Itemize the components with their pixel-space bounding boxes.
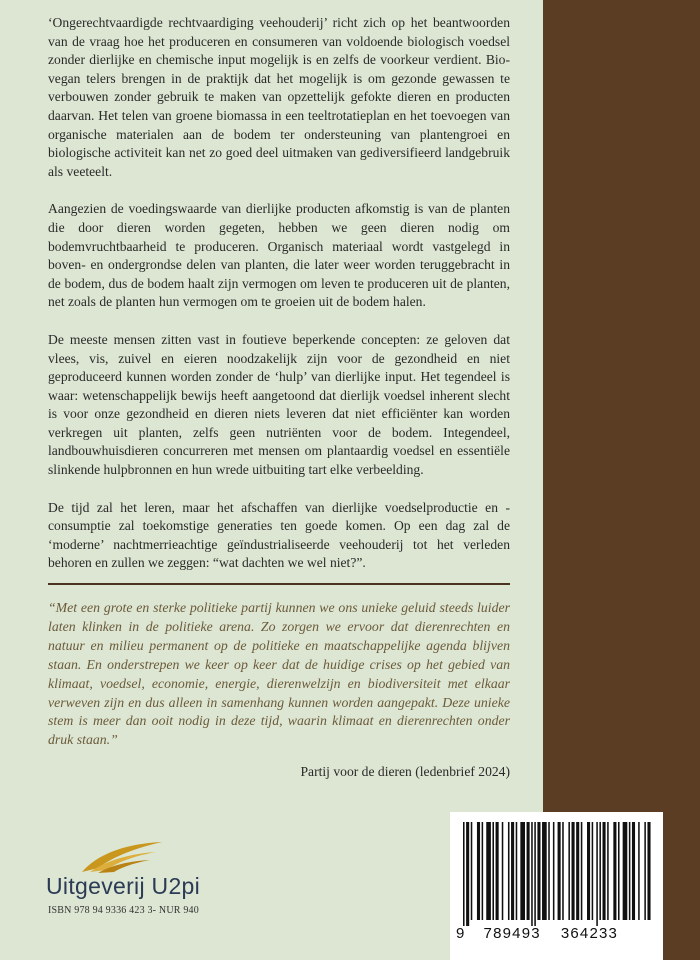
barcode-bar: [632, 822, 635, 920]
barcode-bar: [477, 822, 480, 920]
barcode-bar: [471, 822, 473, 920]
barcode-bar: [502, 822, 504, 920]
barcode-bar: [486, 822, 491, 920]
barcode-panel: [450, 812, 663, 960]
publisher-name: Uitgeverij U2pi: [46, 873, 201, 899]
isbn-line: ISBN 978 94 9336 423 3- NUR 940: [48, 905, 199, 916]
barcode-bar: [572, 822, 575, 920]
barcode-bar: [592, 822, 594, 920]
back-cover-text: [48, 14, 510, 780]
barcode-bar: [492, 822, 494, 920]
barcode-bar: [644, 822, 646, 920]
barcode-bar: [618, 822, 620, 920]
barcode-lead-digit: 9: [456, 925, 466, 942]
barcode-bar: [562, 822, 564, 920]
barcode: [459, 822, 655, 926]
barcode-bar: [537, 822, 540, 920]
barcode-bar: [508, 822, 510, 920]
barcode-bar: [607, 822, 609, 920]
barcode-bar: [516, 822, 518, 920]
barcode-bar: [623, 822, 628, 920]
barcode-bar: [576, 822, 579, 920]
barcode-number: [456, 925, 656, 942]
barcode-bar: [613, 822, 616, 920]
barcode-bar: [542, 822, 547, 920]
quote-attribution: Partij voor de dieren (ledenbrief 2024): [300, 764, 510, 780]
barcode-bar: [558, 822, 561, 920]
barcode-bar: [520, 822, 525, 920]
barcode-bar: [596, 822, 598, 926]
barcode-bar: [531, 822, 533, 926]
divider-rule: [48, 583, 510, 585]
paragraph-3: De meeste mensen zitten vast in foutieve beperkende concepten: ze geloven dat vlees, vis, zuivel en eieren noodzakelijk zijn voor de gezondheid en niet geproduceerd kunnen worden zonder de ‘hulp’ van dierlijke input. Het tegendeel is waar: wetenschappelijk bewijs heeft aangetoond dat dierlijk voedsel inherent slecht is voor onze gezondheid en dieren niets leveren dat niet efficiënter kan worden verkregen uit planten, zelfs geen nutriënten voor de bodem. Integendeel, landbouwhuisdieren concurreren met mensen om plantaardig voedsel en essentiële slinkende hulpbronnen en hun wrede uitbuiting tart elke verbeelding.: [48, 331, 510, 478]
barcode-bar: [548, 822, 550, 920]
barcode-bar: [603, 822, 606, 920]
barcode-bar: [599, 822, 601, 920]
barcode-bar: [527, 822, 530, 920]
barcode-bar: [568, 822, 570, 920]
barcode-bar: [638, 822, 640, 920]
paragraph-4: De tijd zal het leren, maar het afschaffen van dierlijke voedselproductie en -consumptie zal toekomstige generaties ten goede komen. Op een dag zal de ‘moderne’ nachtmerrieachtige geïndustrialiseerde veehouderij tot het verleden behoren en zullen we zeggen: “wat dachten we wel niet?”.: [48, 499, 510, 571]
barcode-bar: [511, 822, 514, 920]
paragraph-1: ‘Ongerechtvaardigde rechtvaardiging veehouderij’ richt zich op het beantwoorden van de vraag hoe het produceren en consumeren van voldoende biologisch voedsel zonder dierlijke en chemische input mogelijk is en zelfs de voorkeur verdient. Bio-vegan telers brengen in de praktijk dat het mogelijk is om gezonde gewassen te verbouwen zonder gebruik te maken van opzettelijk gefokte dieren en producten daarvan. Het telen van groene biomassa in een teeltrotatieplan en het toevoegen van organische materialen aan de bodem ter ondersteuning van plantengroei en biologische activiteit kan net zo goed deel uitmaken van gediversifieerd landgebruik als veeteelt.: [48, 15, 510, 179]
quote-text: “Met een grote en sterke politieke partij kunnen we ons unieke geluid steeds luider laten klinken in de politieke arena. Zo zorgen we ervoor dat dierenrechten en natuur en milieu permanent op de politieke en maatschappelijke agenda blijven staan. En onderstrepen we keer op keer dat de huidige crises op het gebied van klimaat, voedsel, economie, energie, dierenwelzijn en biodiversiteit met elkaar verweven zijn en dus alleen in samenhang kunnen worden aangepakt. Deze unieke stem is meer dan ooit nodig in deze tijd, waarin klimaat en dierenrechten onder druk staan.”: [48, 600, 510, 748]
barcode-bar: [629, 822, 631, 920]
barcode-bar: [534, 822, 536, 926]
barcode-group-1: 789493: [483, 925, 541, 942]
paragraph-2: Aangezien de voedingswaarde van dierlijke producten afkomstig is van de planten die door dieren worden gegeten, hebben we geen dieren nodig om bodemvruchtbaarheid te produceren. Organisch materiaal wordt vastgelegd in boven- en ondergrondse delen van planten, die later weer worden teruggebracht in de bodem, dus de bodem haalt zijn vermogen om leven te produceren uit de planten, net zoals de planten hun vermogen om te groeien uit de bodem halen.: [48, 201, 510, 310]
barcode-bar: [587, 822, 590, 920]
barcode-bar: [647, 822, 650, 920]
barcode-bar: [553, 822, 555, 920]
barcode-bar: [482, 822, 484, 920]
wing-swoosh-icon: [76, 838, 166, 874]
barcode-bar: [496, 822, 499, 920]
barcode-bar: [466, 822, 469, 926]
barcode-bar: [581, 822, 583, 920]
barcode-bar: [463, 822, 465, 926]
barcode-group-2: 364233: [560, 925, 619, 942]
